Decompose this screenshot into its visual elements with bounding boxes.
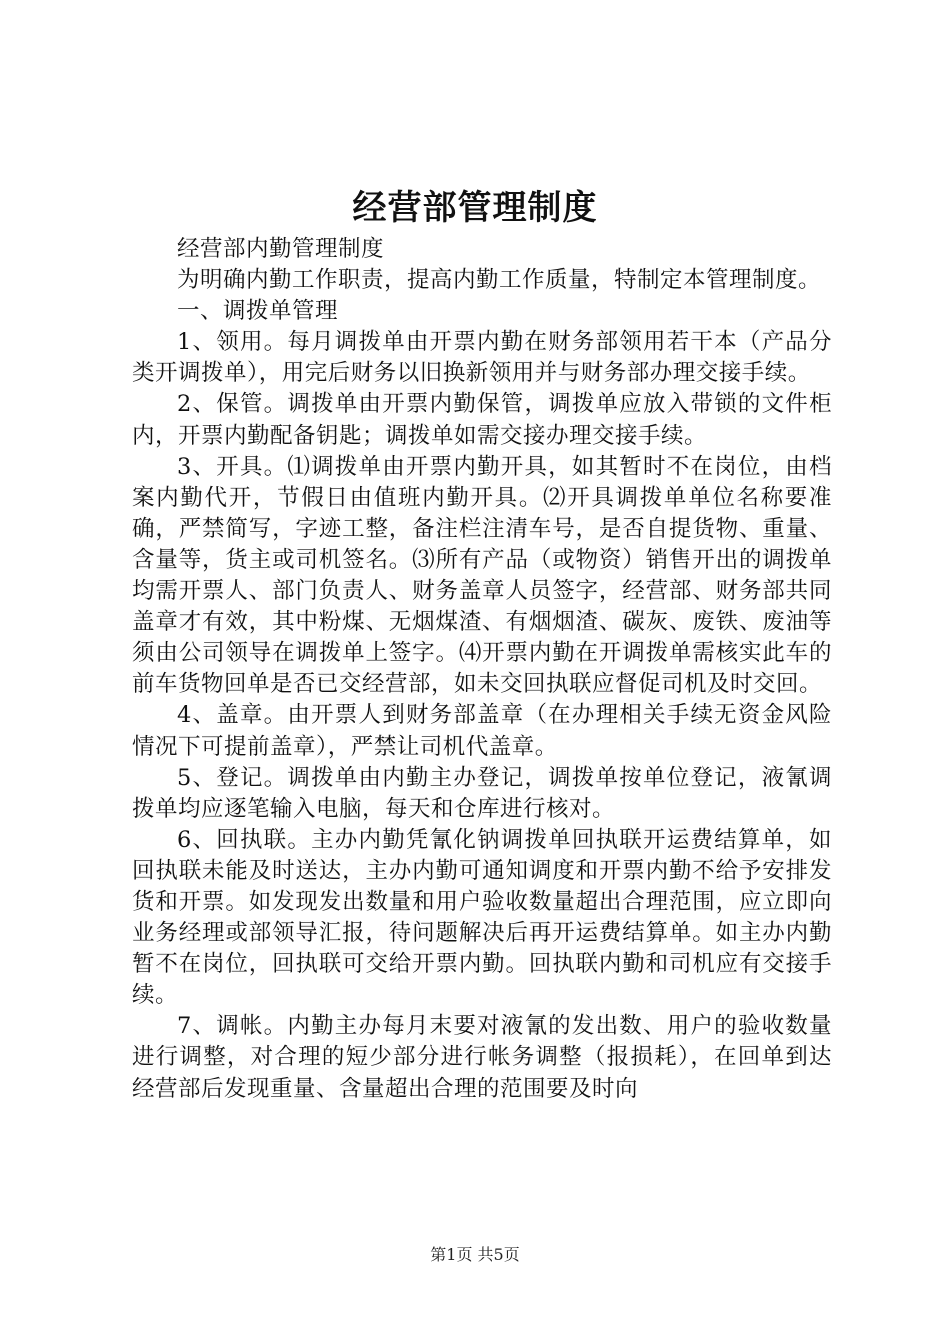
paragraph-item-3: 3、开具。⑴调拨单由开票内勤开具，如其暂时不在岗位，由档案内勤代开，节假日由值班内勤开具。⑵开具调拨单单位名称要准确，严禁简写，字迹工整，备注栏注清车号，是否自提货物、重量、含量等，货主或司机签名。⑶所有产品（或物资）销售开出的调拨单均需开票人、部门负责人、财务盖章人员签字，经营部、财务部共同盖章才有效，其中粉煤、无烟煤渣、有烟烟渣、碳灰、废铁、废油等须由公司领导在调拨单上签字。⑷开票内勤在开调拨单需核实此车的前车货物回单是否已交经营部，如未交回执联应督促司机及时交回。 bbox=[132, 453, 832, 698]
paragraph-item-1: 1、领用。每月调拨单由开票内勤在财务部领用若干本（产品分类开调拨单），用完后财务以旧换新领用并与财务部办理交接手续。 bbox=[132, 329, 832, 387]
section-heading: 一、调拨单管理 bbox=[177, 298, 339, 325]
paragraph-intro: 为明确内勤工作职责，提高内勤工作质量，特制定本管理制度。 bbox=[177, 267, 822, 294]
document-body bbox=[132, 234, 832, 1105]
document-title: 经营部管理制度 bbox=[352, 188, 598, 228]
paragraph-item-2: 2、保管。调拨单由开票内勤保管，调拨单应放入带锁的文件柜内，开票内勤配备钥匙；调拨单如需交接办理交接手续。 bbox=[132, 391, 832, 449]
paragraph-item-5: 5、登记。调拨单由内勤主办登记，调拨单按单位登记，液氰调拨单均应逐笔输入电脑，每天和仓库进行核对。 bbox=[132, 764, 832, 822]
paragraph-item-7: 7、调帐。内勤主办每月末要对液氰的发出数、用户的验收数量进行调整，对合理的短少部分进行帐务调整（报损耗），在回单到达经营部后发现重量、含量超出合理的范围要及时向 bbox=[132, 1013, 832, 1102]
paragraph-item-6: 6、回执联。主办内勤凭氰化钠调拨单回执联开运费结算单，如回执联未能及时送达，主办内勤可通知调度和开票内勤不给予安排发货和开票。如发现发出数量和用户验收数量超出合理范围，应立即向业务经理或部领导汇报，待问题解决后再开运费结算单。如主办内勤暂不在岗位，回执联可交给开票内勤。回执联内勤和司机应有交接手续。 bbox=[132, 826, 832, 1009]
paragraph-subtitle: 经营部内勤管理制度 bbox=[177, 236, 385, 262]
paragraph-item-4: 4、盖章。由开票人到财务部盖章（在办理相关手续无资金风险情况下可提前盖章），严禁让司机代盖章。 bbox=[132, 702, 832, 760]
page-footer: 第1页 共5页 bbox=[430, 1245, 520, 1264]
